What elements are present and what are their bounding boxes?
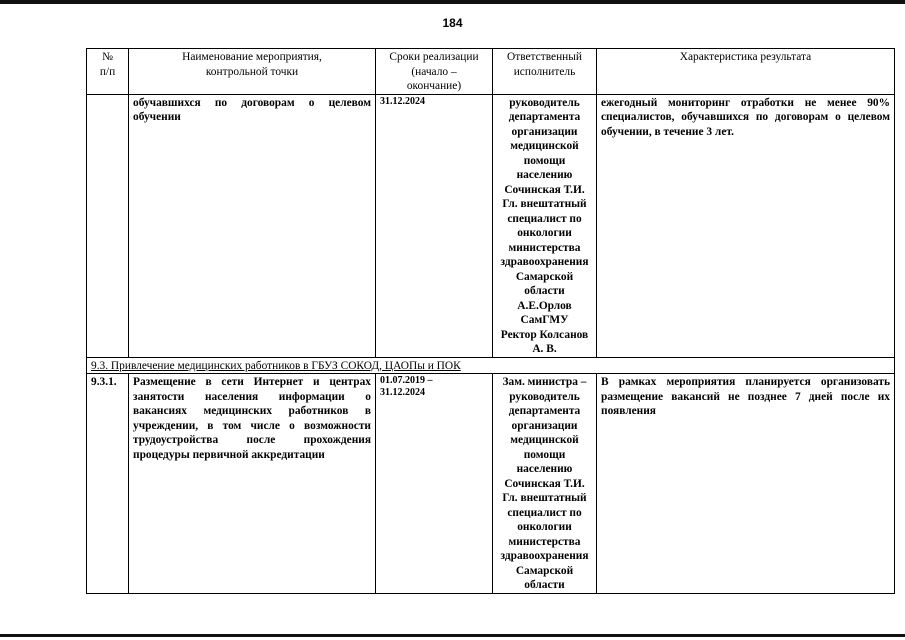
header-name-text: Наименование мероприятия, контрольной точки <box>182 51 322 78</box>
section-row <box>87 357 895 374</box>
header-result <box>597 49 895 95</box>
page-number: 184 <box>442 16 463 30</box>
row-dates <box>376 94 493 357</box>
header-dates <box>376 49 493 95</box>
bottom-rule <box>0 634 905 637</box>
row-dates-text: 31.12.2024 <box>380 95 425 107</box>
row-name: Размещение в сети Интернет и центрах занятости населения информации о вакансиях медицинских работников в учреждении, в том числе о возможности трудоустройства после прохождения процедуры первичной аккредитации <box>129 374 376 594</box>
section-title: 9.3. Привлечение медицинских работников в ГБУЗ СОКОД, ЦАОПы и ПОК <box>87 357 895 374</box>
table-header-row <box>87 49 895 95</box>
header-result-text: Характеристика результата <box>679 51 812 63</box>
measures-table <box>86 48 895 594</box>
row-name: обучавшихся по договорам о целевом обучении <box>129 94 376 357</box>
header-responsible-text: Ответственный исполнитель <box>506 51 583 78</box>
header-num-text: № п/п <box>99 51 116 78</box>
top-rule <box>0 0 905 4</box>
row-responsible <box>493 94 597 357</box>
row-result: В рамках мероприятия планируется организовать размещение вакансий не позднее 7 дней после их появления <box>597 374 895 594</box>
header-name <box>129 49 376 95</box>
header-responsible <box>493 49 597 95</box>
header-dates-text: Сроки реализации (начало – окончание) <box>389 51 479 92</box>
row-responsible <box>493 374 597 594</box>
row-num: 9.3.1. <box>87 374 129 594</box>
table-row <box>87 374 895 594</box>
row-responsible-text: Зам. министра – руководитель департамента организации медицинской помощи населению Сочинская Т.И. Гл. внештатный специалист по онкологии министерства здравоохранения Самарской области <box>500 376 589 591</box>
row-responsible-text: руководитель департамента организации медицинской помощи населению Сочинская Т.И. Гл. внештатный специалист по онкологии министерства здравоохранения Самарской области А.Е.Орлов СамГМУ Ректор Колсанов А. В. <box>500 96 589 355</box>
header-num <box>87 49 129 95</box>
row-result: ежегодный мониторинг отработки не менее 90% специалистов, обучавшихся по договорам о целевом обучении, в течение 3 лет. <box>597 94 895 357</box>
row-num <box>87 94 129 357</box>
table-row <box>87 94 895 357</box>
row-dates <box>376 374 493 594</box>
row-dates-text: 01.07.2019 – 31.12.2024 <box>380 375 433 398</box>
